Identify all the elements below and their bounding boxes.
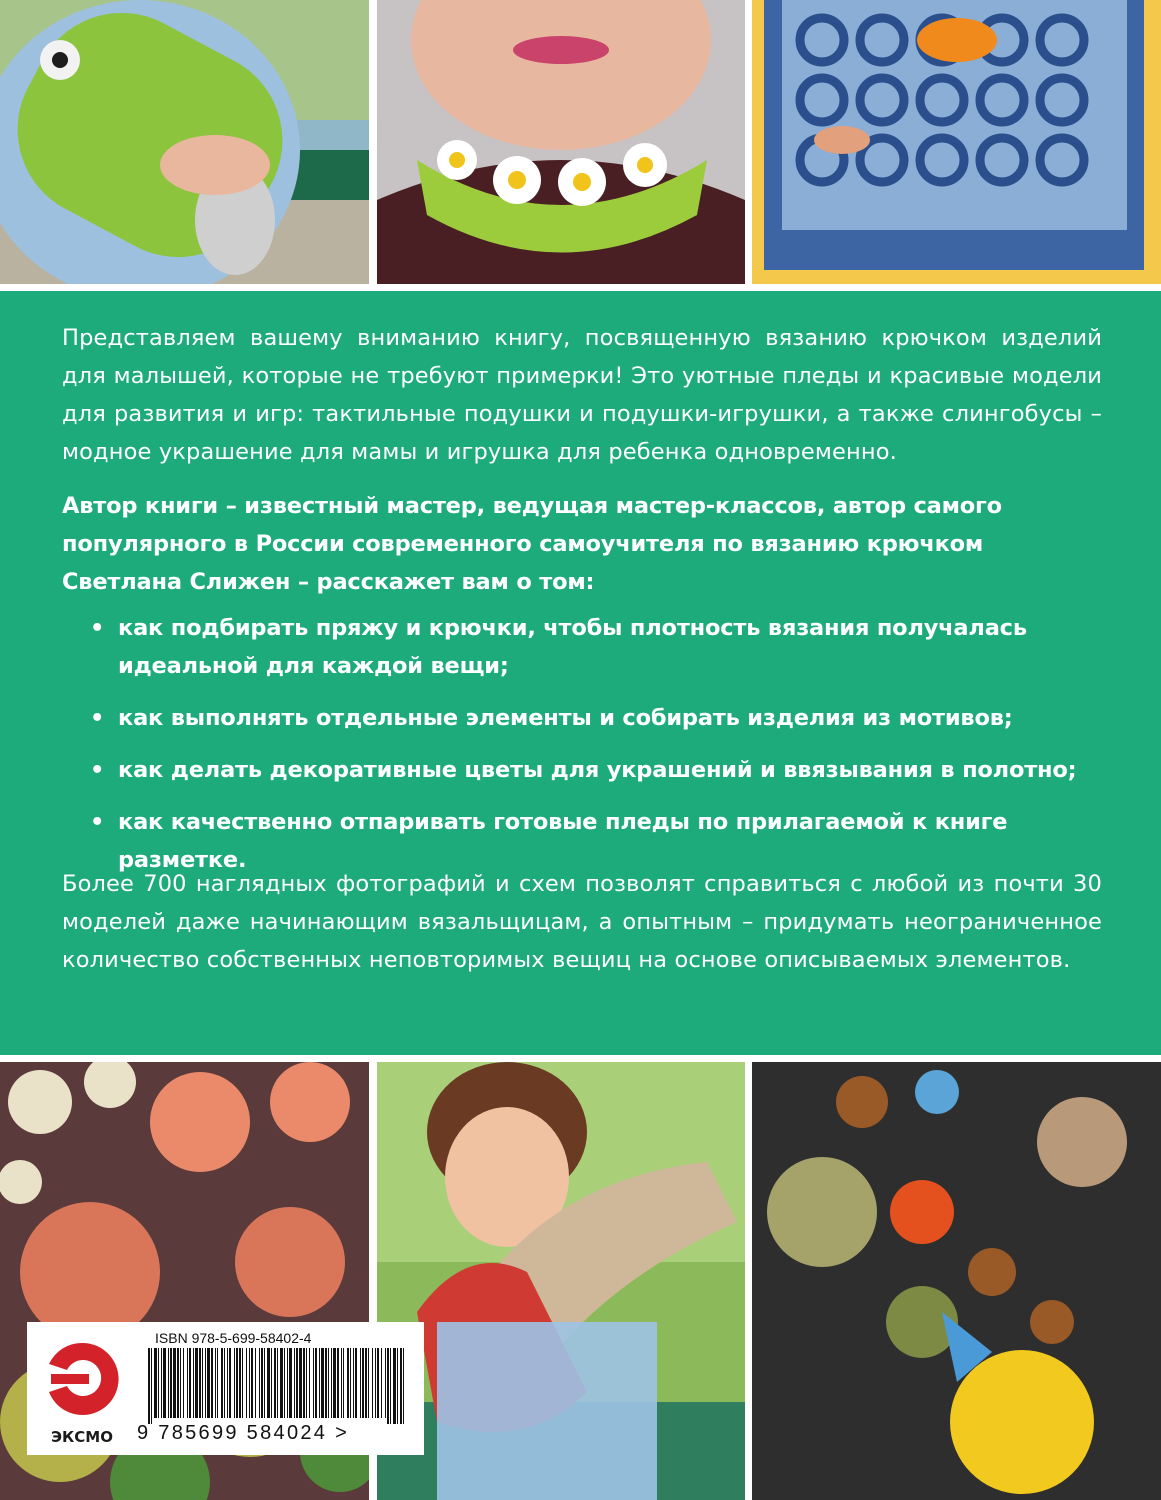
daisy-collar-photo <box>377 0 745 284</box>
barcode-icon <box>148 1348 408 1424</box>
toy-bolster-photo <box>0 0 369 284</box>
publisher-name: ЭКСМО <box>51 1428 113 1446</box>
bullet-marker: • <box>90 615 105 641</box>
isbn-label: ISBN 978-5-699-58402-4 <box>155 1330 312 1346</box>
barcode-number: 9 785699 584024 > <box>137 1422 350 1444</box>
bullet-marker: • <box>90 809 105 835</box>
outro-paragraph: Более 700 наглядных фотографий и схем позволят справиться с любой из почти 30 моделей даже начинающим вязальщицам, а опытным – придумать неограниченное количество собственных неповторимых вещиц на основе описываемых элементов. <box>62 871 1102 973</box>
sling-beads-photo <box>752 1062 1161 1500</box>
intro-paragraph: Представляем вашему вниманию книгу, посвященную вязанию крючком изделий для малышей, которые не требуют примерки! Это уютные пледы и красивые модели для развития и игр: тактильные подушки и подушки-игрушки, а также слингобусы – модное украшение для мамы и игрушка для ребенка одновременно. <box>62 325 1102 465</box>
list-item: • как делать декоративные цветы для украшений и ввязывания в полотно; <box>90 751 1130 789</box>
list-item: • как выполнять отдельные элементы и собирать изделия из мотивов; <box>90 699 1130 737</box>
girl-with-pencil-pillow-photo <box>377 1062 745 1500</box>
bullet-marker: • <box>90 705 105 731</box>
list-item: • как подбирать пряжу и крючки, чтобы плотность вязания получалась идеальной для каждой вещи; <box>90 609 1130 685</box>
author-paragraph: Автор книги – известный мастер, ведущая мастер-классов, автор самого популярного в России современного самоучителя по вязанию крючком Светлана Слижен – расскажет вам о том: <box>62 493 1002 595</box>
eksmo-logo-icon <box>37 1334 127 1424</box>
barcode-panel <box>27 1322 424 1455</box>
description-panel <box>0 291 1161 1055</box>
list-item: • как качественно отпаривать готовые пледы по прилагаемой к книге разметке. <box>90 803 1130 879</box>
eksmo-logo <box>37 1334 127 1452</box>
bullet-marker: • <box>90 757 105 783</box>
topics-list <box>90 609 1130 893</box>
tactile-pillow-photo <box>752 0 1161 284</box>
